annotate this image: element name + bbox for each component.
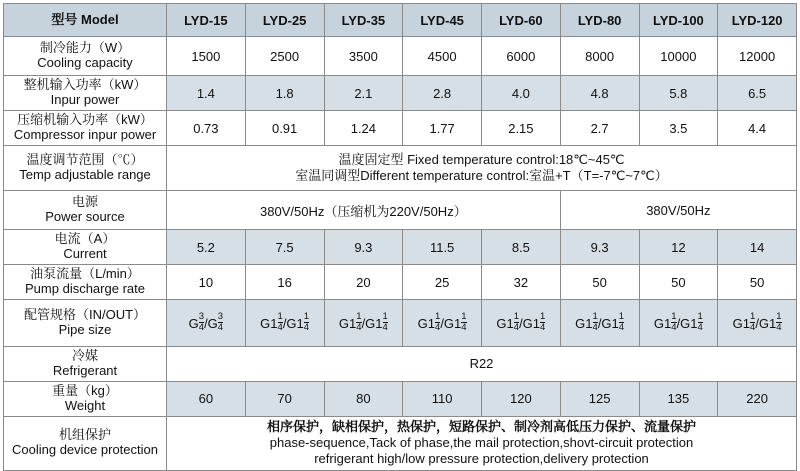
cell-cooling-capacity-7: 12000	[718, 37, 797, 76]
cell-compressor-input-power-2: 1.24	[324, 111, 403, 146]
cell-input-power-0: 1.4	[167, 76, 246, 111]
header-model-lyd-15: LYD-15	[167, 4, 246, 37]
pipe-fraction: $\frac{1}{4}$	[277, 311, 283, 333]
row-label-cn: 温度调节范围（℃）	[26, 152, 144, 168]
pipe-fraction: $\frac{1}{4}$	[356, 311, 362, 333]
cell-pipe-size-5	[560, 300, 639, 347]
cell-pump-discharge-rate-3: 25	[403, 265, 482, 300]
cell-compressor-input-power-6: 3.5	[639, 111, 718, 146]
table-row-current	[4, 230, 797, 265]
cell-input-power-2: 2.1	[324, 76, 403, 111]
pipe-whole: G1	[575, 315, 593, 331]
cell-current-1: 7.5	[245, 230, 324, 265]
pipe-whole: G1	[260, 315, 278, 331]
row-label-pump-discharge-rate	[4, 265, 167, 300]
specification-table	[3, 3, 797, 471]
cell-pump-discharge-rate-4: 32	[482, 265, 561, 300]
cell-weight-3: 110	[403, 381, 482, 416]
cell-cooling-device-protection-merged	[167, 416, 797, 470]
pipe-fraction: $\frac{3}{4}$	[198, 311, 205, 333]
pipe-whole: G1	[653, 315, 672, 331]
row-label-current	[4, 230, 167, 265]
row-label-cn: 整机输入功率（kW）	[23, 77, 147, 93]
cell-weight-0: 60	[167, 381, 246, 416]
table-header-row	[4, 4, 797, 37]
cell-power-source-right: 380V/50Hz	[560, 191, 796, 230]
cell-input-power-6: 5.8	[639, 76, 718, 111]
table-row-cooling-capacity	[4, 37, 797, 76]
pipe-whole: G1	[338, 315, 357, 331]
header-model-lyd-35: LYD-35	[324, 4, 403, 37]
table-row-power-source	[4, 191, 797, 230]
cell-current-7: 14	[718, 230, 797, 265]
row-label-cooling-device-protection	[4, 416, 167, 470]
pipe-separator: /G	[204, 315, 218, 331]
cell-temp-adjustable-range-merged	[167, 146, 797, 191]
cell-refrigerant-merged: R22	[167, 347, 797, 382]
row-label-refrigerant	[4, 347, 167, 382]
cell-power-source-left: 380V/50Hz（压缩机为220V/50Hz）	[167, 191, 561, 230]
table-row-temp-adjustable-range	[4, 146, 797, 191]
header-model-lyd-60: LYD-60	[482, 4, 561, 37]
row-label-cn: 电流（A）	[54, 231, 116, 247]
cell-weight-2: 80	[324, 381, 403, 416]
row-label-en: Pipe size	[58, 322, 112, 337]
pipe-fraction: $\frac{1}{4}$	[671, 311, 677, 333]
row-label-en: Temp adjustable range	[19, 167, 151, 182]
temp-range-line-1: 温度固定型 Fixed temperature control:18℃~45℃	[338, 151, 625, 167]
pipe-whole: G1	[496, 315, 514, 331]
row-label-cn: 重量（kg）	[52, 382, 118, 398]
protection-line-3: refrigerant high/low pressure protection,delivery protection	[314, 451, 649, 467]
cell-input-power-7: 6.5	[718, 76, 797, 111]
pipe-fraction-2: $\frac{3}{4}$	[217, 311, 224, 333]
cell-cooling-capacity-3: 4500	[403, 37, 482, 76]
header-model-label: 型号 Model	[4, 4, 167, 37]
cell-input-power-5: 4.8	[560, 76, 639, 111]
pipe-fraction: $\frac{1}{4}$	[592, 311, 598, 333]
row-label-en: Weight	[64, 397, 106, 413]
header-model-lyd-45: LYD-45	[403, 4, 482, 37]
cell-input-power-3: 2.8	[403, 76, 482, 111]
cell-pipe-size-1	[245, 300, 324, 347]
cell-weight-1: 70	[245, 381, 324, 416]
cell-pump-discharge-rate-7: 50	[718, 265, 797, 300]
protection-line-1: 相序保护，缺相保护，热保护，短路保护、制冷剂高低压力保护、流量保护	[266, 418, 696, 434]
table-row-cooling-device-protection	[4, 416, 797, 470]
row-label-input-power	[4, 76, 167, 111]
pipe-fraction: $\frac{1}{4}$	[435, 311, 441, 333]
cell-pipe-size-4	[482, 300, 561, 347]
row-label-en: Compressor inpur power	[13, 127, 157, 142]
pipe-fraction: $\frac{1}{4}$	[750, 311, 756, 333]
cell-input-power-4: 4.0	[482, 76, 561, 111]
pipe-separator: /G1	[282, 315, 304, 331]
cell-weight-6: 135	[639, 381, 718, 416]
row-label-cn: 压缩机输入功率（kW）	[17, 112, 153, 128]
cell-weight-5: 125	[560, 381, 639, 416]
cell-pump-discharge-rate-0: 10	[167, 265, 246, 300]
pipe-fraction-2: $\frac{1}{4}$	[618, 311, 625, 333]
cell-input-power-1: 1.8	[245, 76, 324, 111]
cell-compressor-input-power-7: 4.4	[718, 111, 797, 146]
table-row-weight	[4, 381, 797, 416]
header-model-lyd-100: LYD-100	[639, 4, 718, 37]
cell-pump-discharge-rate-2: 20	[324, 265, 403, 300]
cell-current-2: 9.3	[324, 230, 403, 265]
cell-cooling-capacity-2: 3500	[324, 37, 403, 76]
row-label-en: Inpur power	[50, 92, 120, 107]
pipe-fraction-2: $\frac{1}{4}$	[382, 311, 388, 333]
cell-compressor-input-power-1: 0.91	[245, 111, 324, 146]
row-label-cooling-capacity	[4, 37, 167, 76]
row-label-en: Current	[63, 246, 107, 261]
pipe-fraction-2: $\frac{1}{4}$	[540, 311, 546, 333]
cell-current-6: 12	[639, 230, 718, 265]
pipe-separator: /G1	[361, 315, 383, 331]
protection-line-2: phase-sequence,Tack of phase,the mail protection,shovt-circuit protection	[269, 435, 694, 451]
cell-weight-4: 120	[482, 381, 561, 416]
cell-compressor-input-power-3: 1.77	[403, 111, 482, 146]
header-model-lyd-25: LYD-25	[245, 4, 324, 37]
cell-cooling-capacity-0: 1500	[167, 37, 246, 76]
row-label-pipe-size	[4, 300, 167, 347]
cell-pump-discharge-rate-6: 50	[639, 265, 718, 300]
cell-current-3: 11.5	[403, 230, 482, 265]
cell-pipe-size-6	[639, 300, 718, 347]
row-label-cn: 电源	[71, 194, 98, 210]
cell-pipe-size-3	[403, 300, 482, 347]
pipe-separator: /G1	[519, 315, 541, 331]
row-label-cn: 制冷能力（W）	[39, 40, 131, 56]
cell-current-5: 9.3	[560, 230, 639, 265]
table-row-input-power	[4, 76, 797, 111]
pipe-fraction-2: $\frac{1}{4}$	[303, 311, 310, 333]
cell-cooling-capacity-4: 6000	[482, 37, 561, 76]
cell-compressor-input-power-5: 2.7	[560, 111, 639, 146]
cell-current-0: 5.2	[167, 230, 246, 265]
row-label-en: Pump discharge rate	[25, 281, 145, 296]
cell-current-4: 8.5	[482, 230, 561, 265]
row-label-cn: 配管规格（IN/OUT）	[23, 307, 147, 323]
table-row-compressor-input-power	[4, 111, 797, 146]
row-label-temp-adjustable-range	[4, 146, 167, 191]
cell-pipe-size-0	[167, 300, 246, 347]
row-label-cn: 油泵流量（L/min）	[30, 266, 140, 282]
cell-cooling-capacity-5: 8000	[560, 37, 639, 76]
cell-compressor-input-power-0: 0.73	[167, 111, 246, 146]
cell-compressor-input-power-4: 2.15	[482, 111, 561, 146]
temp-range-line-2: 室温同调型Different temperature control:室温+T（T=-7℃~7℃）	[295, 168, 668, 183]
row-label-cn: 冷媒	[71, 348, 98, 363]
pipe-fraction-2: $\frac{1}{4}$	[461, 311, 467, 333]
table-row-pipe-size	[4, 300, 797, 347]
pipe-separator: /G1	[755, 315, 777, 331]
row-label-cn: 机组保护	[58, 427, 111, 443]
pipe-fraction-2: $\frac{1}{4}$	[776, 311, 782, 333]
row-label-en: Cooling capacity	[37, 55, 133, 70]
cell-weight-7: 220	[718, 381, 797, 416]
cell-pump-discharge-rate-1: 16	[245, 265, 324, 300]
pipe-fraction-2: $\frac{1}{4}$	[697, 311, 703, 333]
table-row-refrigerant	[4, 347, 797, 382]
table-row-pump-discharge-rate	[4, 265, 797, 300]
pipe-fraction: $\frac{1}{4}$	[513, 311, 520, 333]
row-label-power-source	[4, 191, 167, 230]
cell-cooling-capacity-1: 2500	[245, 37, 324, 76]
header-model-lyd-80: LYD-80	[560, 4, 639, 37]
pipe-separator: /G1	[676, 315, 698, 331]
cell-pump-discharge-rate-5: 50	[560, 265, 639, 300]
cell-pipe-size-2	[324, 300, 403, 347]
cell-cooling-capacity-6: 10000	[639, 37, 718, 76]
row-label-weight	[4, 381, 167, 416]
pipe-separator: /G1	[440, 315, 462, 331]
pipe-whole: G	[188, 315, 199, 331]
row-label-en: Power source	[45, 209, 125, 224]
row-label-en: Cooling device protection	[12, 442, 158, 458]
pipe-whole: G1	[417, 315, 436, 331]
header-model-lyd-120: LYD-120	[718, 4, 797, 37]
pipe-whole: G1	[732, 315, 751, 331]
row-label-compressor-input-power	[4, 111, 167, 146]
pipe-separator: /G1	[597, 315, 619, 331]
row-label-en: Refrigerant	[52, 362, 118, 378]
cell-pipe-size-7	[718, 300, 797, 347]
